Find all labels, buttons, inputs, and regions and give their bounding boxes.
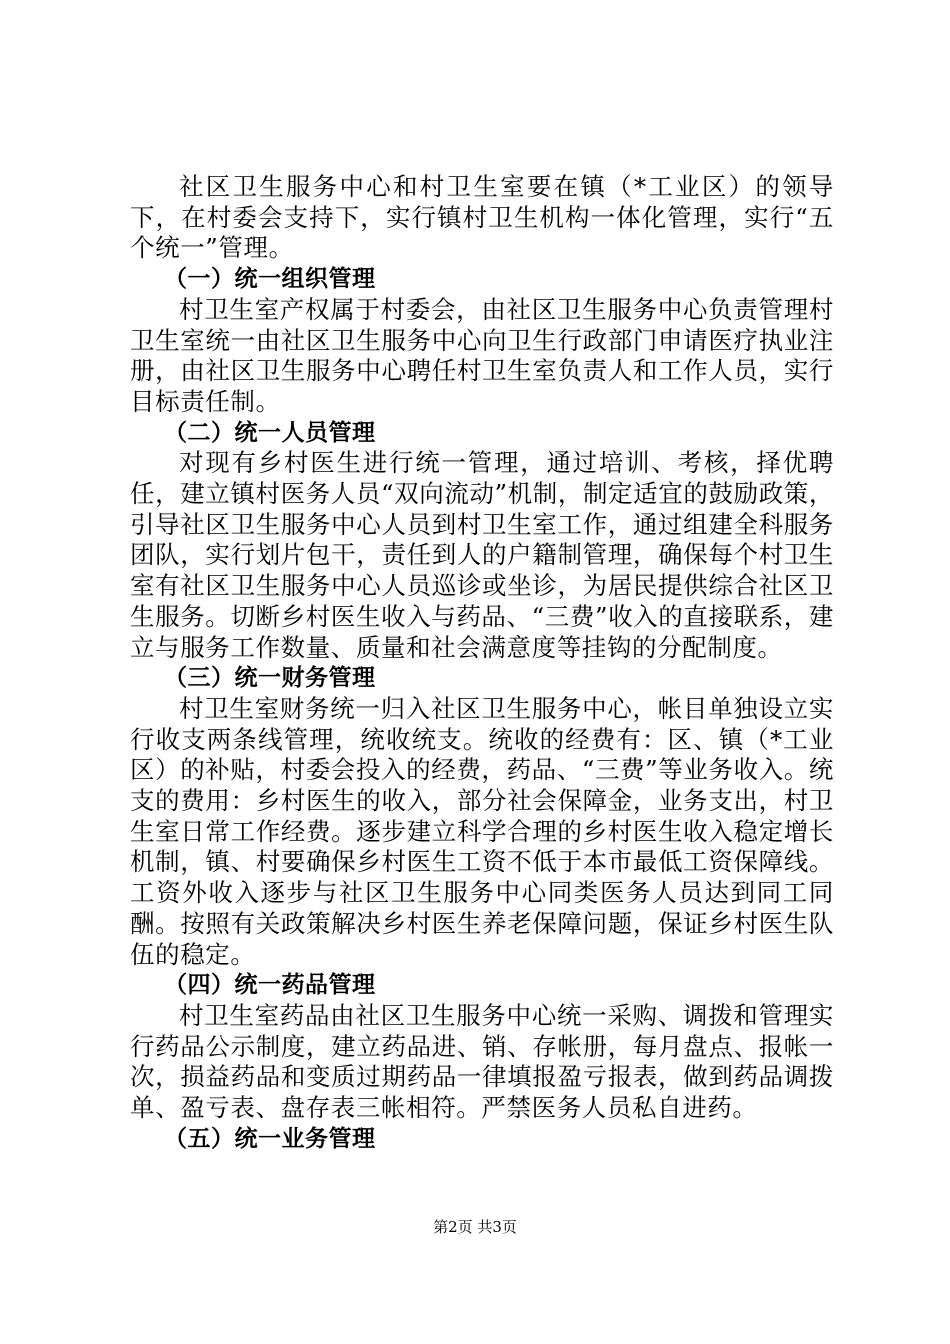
section-4-heading: （四）统一药品管理: [164, 972, 376, 999]
document-body: [130, 172, 834, 1155]
section-3-heading: （三）统一财务管理: [164, 665, 376, 692]
intro-paragraph: 社区卫生服务中心和村卫生室要在镇（*工业区）的领导下，在村委会支持下，实行镇村卫生机构一体化管理，实行“五个统一”管理。: [130, 172, 834, 263]
section-5-heading: （五）统一业务管理: [164, 1125, 376, 1152]
section-3-body: 村卫生室财务统一归入社区卫生服务中心，帐目单独设立实行收支两条线管理，统收统支。统收的经费有：区、镇（*工业区）的补贴，村委会投入的经费，药品、“三费”等业务收入。统支的费用：乡村医生的收入，部分社会保障金，业务支出，村卫生室日常工作经费。逐步建立科学合理的乡村医生收入稳定增长机制，镇、村要确保乡村医生工资不低于本市最低工资保障线。工资外收入逐步与社区卫生服务中心同类医务人员达到同工同酬。按照有关政策解决乡村医生养老保障问题，保证乡村医生队伍的稳定。: [130, 693, 834, 969]
section-2-body: 对现有乡村医生进行统一管理，通过培训、考核，择优聘任，建立镇村医务人员“双向流动”机制，制定适宜的鼓励政策，引导社区卫生服务中心人员到村卫生室工作，通过组建全科服务团队，实行划片包干，责任到人的户籍制管理，确保每个村卫生室有社区卫生服务中心人员巡诊或坐诊，为居民提供综合社区卫生服务。切断乡村医生收入与药品、“三费”收入的直接联系，建立与服务工作数量、质量和社会满意度等挂钩的分配制度。: [130, 448, 834, 662]
section-4-body: 村卫生室药品由社区卫生服务中心统一采购、调拨和管理实行药品公示制度，建立药品进、销、存帐册，每月盘点、报帐一次，损益药品和变质过期药品一律填报盈亏报表，做到药品调拨单、盈亏表、盘存表三帐相符。严禁医务人员私自进药。: [130, 1000, 834, 1123]
section-2-heading: （二）统一人员管理: [164, 419, 376, 446]
page-number-footer: 第2页 共3页: [433, 1218, 517, 1236]
section-1-body: 村卫生室产权属于村委会，由社区卫生服务中心负责管理村卫生室统一由社区卫生服务中心向卫生行政部门申请医疗执业注册，由社区卫生服务中心聘任村卫生室负责人和工作人员，实行目标责任制。: [130, 294, 834, 416]
section-1-heading: （一）统一组织管理: [164, 266, 376, 293]
